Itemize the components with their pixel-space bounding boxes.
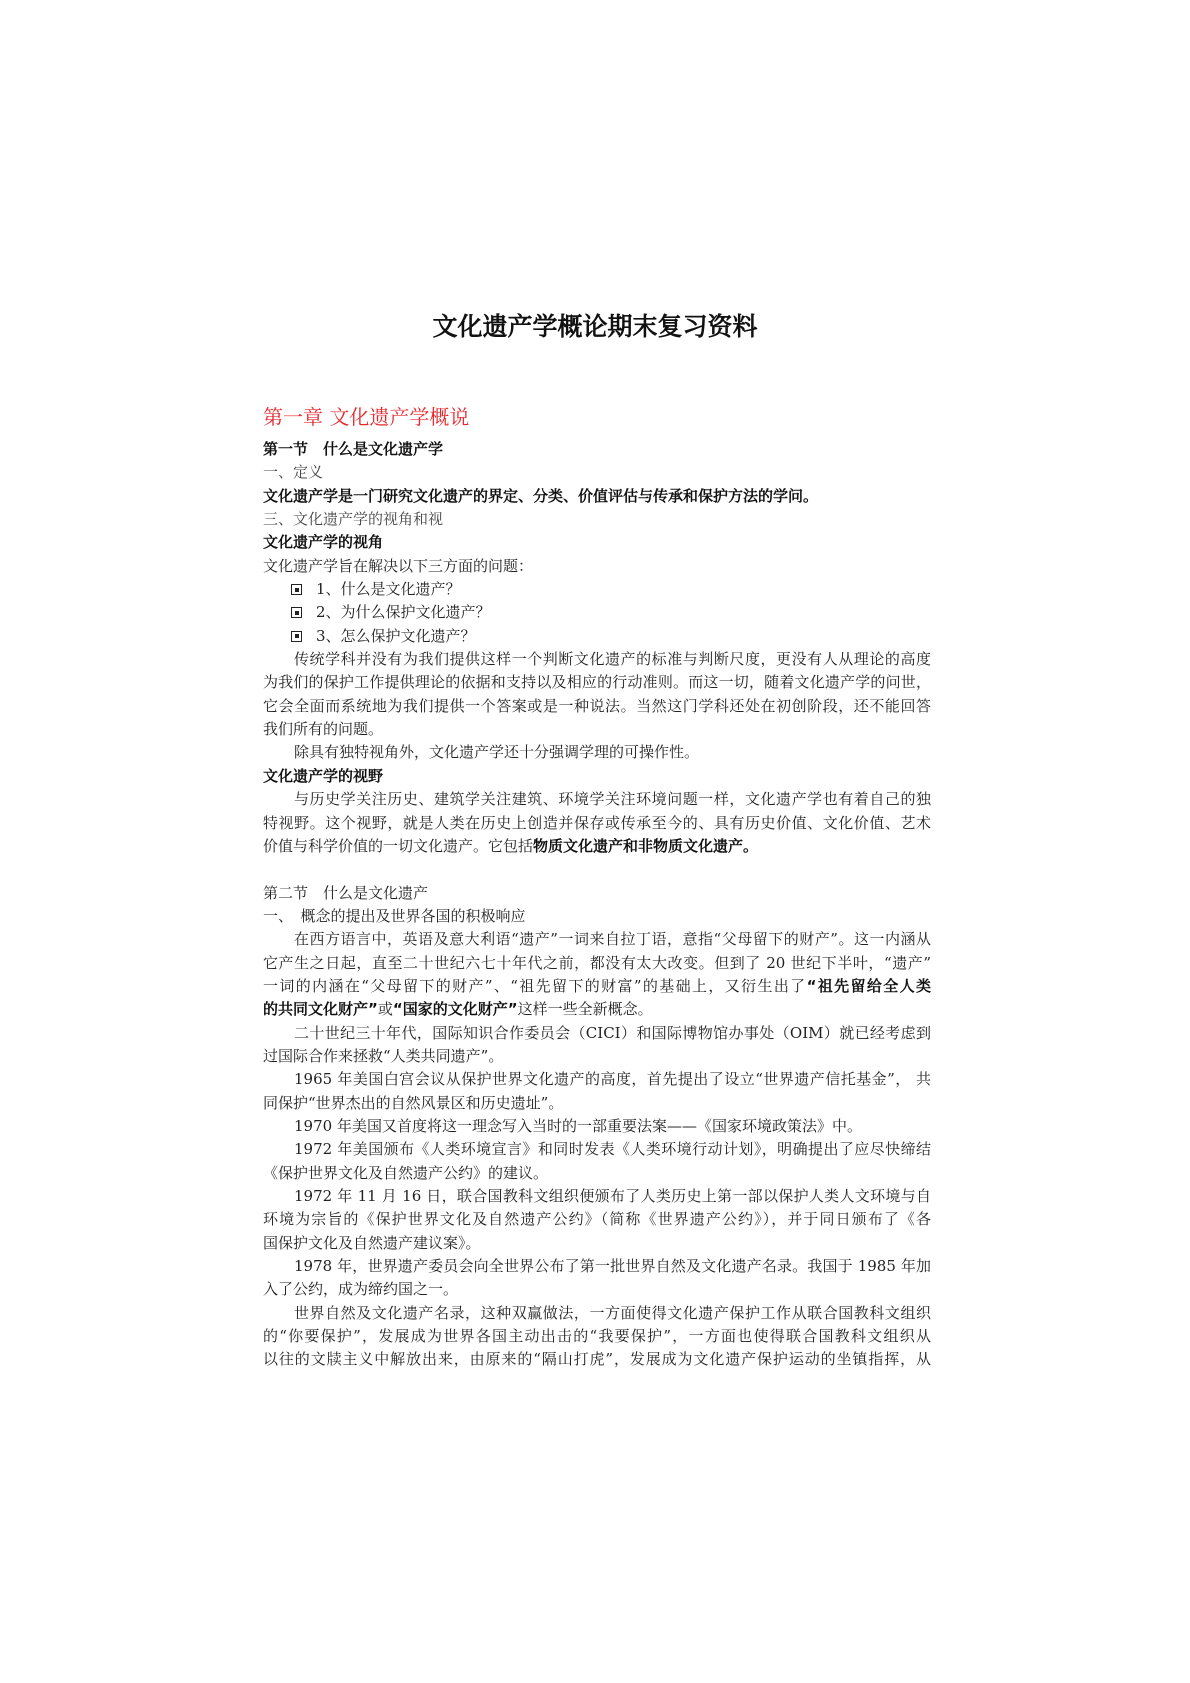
checkbox-bullet-icon [291,607,302,618]
text-line [263,1115,931,1138]
text-line [263,578,931,601]
bold-text: 文化遗产学的视野 [263,766,384,785]
bold-text: 第一节 什么是文化遗产学 [263,440,444,458]
text-line [263,975,931,998]
text-line [263,741,931,764]
text: 一、 概念的提出及世界各国的积极响应 [263,906,526,925]
text: 在西方语言中，英语及意大利语“遗产”一词来自拉丁语，意指“父母留下的财产”。这一内涵从 [294,930,931,949]
text-line [263,648,931,671]
text: 的“你要保护”，发展成为世界各国主动出击的“我要保护”，一方面也使得联合国教科文组织从 [263,1327,931,1346]
text-line [263,952,931,975]
text-line [263,1348,931,1371]
text-line [263,461,931,484]
text-line [263,1325,931,1348]
text-line [263,531,931,554]
text: 它会全面而系统地为我们提供一个答案或是一种说法。当然这门学科还处在初创阶段，还不能回答 [263,696,931,715]
text: 第二节 什么是文化遗产 [263,883,429,902]
text-line [263,1092,931,1115]
text: 与历史学关注历史、建筑学关注建筑、环境学关注环境问题一样，文化遗产学也有着自己的独 [294,790,931,809]
text-line [263,1278,931,1301]
text: 1、什么是文化遗产？ [316,580,461,599]
text-line [263,555,931,578]
text: 价值与科学价值的一切文化遗产。它包括 [263,836,534,855]
text-line [263,438,931,461]
text-line [263,508,931,531]
bold-text: 的共同文化财产” [263,1000,378,1019]
text: 1972 年美国颁布《人类环境宣言》和同时发表《人类环境行动计划》，明确提出了应尽快缔结 [294,1140,931,1159]
bold-text: “国家的文化财产” [392,1000,518,1019]
text-line [263,1022,931,1045]
text: 文化遗产学旨在解决以下三方面的问题： [263,556,534,575]
text: 它产生之日起，直至二十世纪六七十年代之前，都没有太大改变。但到了 20 世纪下半叶，“遗产” [263,953,931,972]
text: 3、怎么保护文化遗产？ [316,626,476,645]
text-line [263,1232,931,1255]
text: 1965 年美国白宫会议从保护世界文化遗产的高度，首先提出了设立“世界遗产信托基金”， 共 [294,1070,931,1089]
text: 2、为什么保护文化遗产？ [316,603,491,622]
text: 同保护“世界杰出的自然风景区和历史遗址”。 [263,1093,564,1112]
text-line [263,671,931,694]
text: 为我们的保护工作提供理论的依据和支持以及相应的行动准则。而这一切，随着文化遗产学的问世， [263,673,931,692]
text: 除具有独特视角外，文化遗产学还十分强调学理的可操作性。 [294,743,700,762]
text: 或 [377,1000,393,1019]
text: 世界自然及文化遗产名录，这种双赢做法，一方面使得文化遗产保护工作从联合国教科文组织 [294,1303,931,1322]
text-line [263,695,931,718]
text-line [263,1185,931,1208]
text-line [263,1162,931,1185]
bold-text: 物质文化遗产和非物质文化遗产。 [533,836,759,855]
blank-line [263,858,931,881]
text: 我们所有的问题。 [263,720,384,739]
text-line [263,1068,931,1091]
bold-text: “祖先留给全人类 [806,976,931,995]
text-line [263,1045,931,1068]
text-line [263,1138,931,1161]
document-title: 文化遗产学概论期末复习资料 [432,312,758,341]
text-line [263,788,931,811]
text: 传统学科并没有为我们提供这样一个判断文化遗产的标准与判断尺度，更没有人从理论的高度 [294,650,931,669]
text: 一、定义 [263,463,324,482]
text-line [263,601,931,624]
text-line [263,765,931,788]
text-line [263,812,931,835]
chapter-heading: 第一章 文化遗产学概说 [263,405,470,429]
text-line [263,835,931,858]
text: 1970 年美国又首度将这一理念写入当时的一部重要法案——《国家环境政策法》中。 [294,1116,862,1135]
bold-text: 文化遗产学是一门研究文化遗产的界定、分类、价值评估与传承和保护方法的学问。 [263,486,819,505]
text: 环境为宗旨的《保护世界文化及自然遗产公约》（简称《世界遗产公约》），并于同日颁布了《各 [263,1210,931,1229]
text-line [263,882,931,905]
text: 1978 年，世界遗产委员会向全世界公布了第一批世界自然及文化遗产名录。我国于 1985 年加 [294,1257,931,1276]
text-line [263,1208,931,1231]
text: 这样一些全新概念。 [517,1000,653,1019]
text-line [263,905,931,928]
document-body [263,438,931,1372]
text-line [263,928,931,951]
checkbox-bullet-icon [291,584,302,595]
text-line [263,1255,931,1278]
text: 一词的内涵在“父母留下的财产”、“祖先留下的财富”的基础上，又衍生出了 [263,976,807,995]
text-line [263,998,931,1021]
text: 国保护文化及自然遗产建议案》。 [263,1233,481,1252]
text: 二十世纪三十年代，国际知识合作委员会（CICI）和国际博物馆办事处（OIM）就已经考虑到 [294,1023,931,1042]
text: 三、文化遗产学的视角和视 [263,510,444,529]
text: 特视野。这个视野，就是人类在历史上创造并保存或传承至今的、具有历史价值、文化价值、艺术 [263,813,931,832]
text-line [263,485,931,508]
text: 以往的文牍主义中解放出来，由原来的“隔山打虎”，发展成为文化遗产保护运动的坐镇指挥，从 [263,1350,931,1369]
text-line [263,718,931,741]
text: 1972 年 11 月 16 日，联合国教科文组织便颁布了人类历史上第一部以保护人类人文环境与自 [294,1187,931,1205]
text: 过国际合作来拯救“人类共同遗产”。 [263,1046,504,1065]
text-line [263,625,931,648]
checkbox-bullet-icon [291,631,302,642]
bold-text: 文化遗产学的视角 [263,533,384,552]
text: 《保护世界文化及自然遗产公约》的建议。 [263,1163,549,1182]
text: 入了公约，成为缔约国之一。 [263,1280,459,1299]
text-line [263,1302,931,1325]
